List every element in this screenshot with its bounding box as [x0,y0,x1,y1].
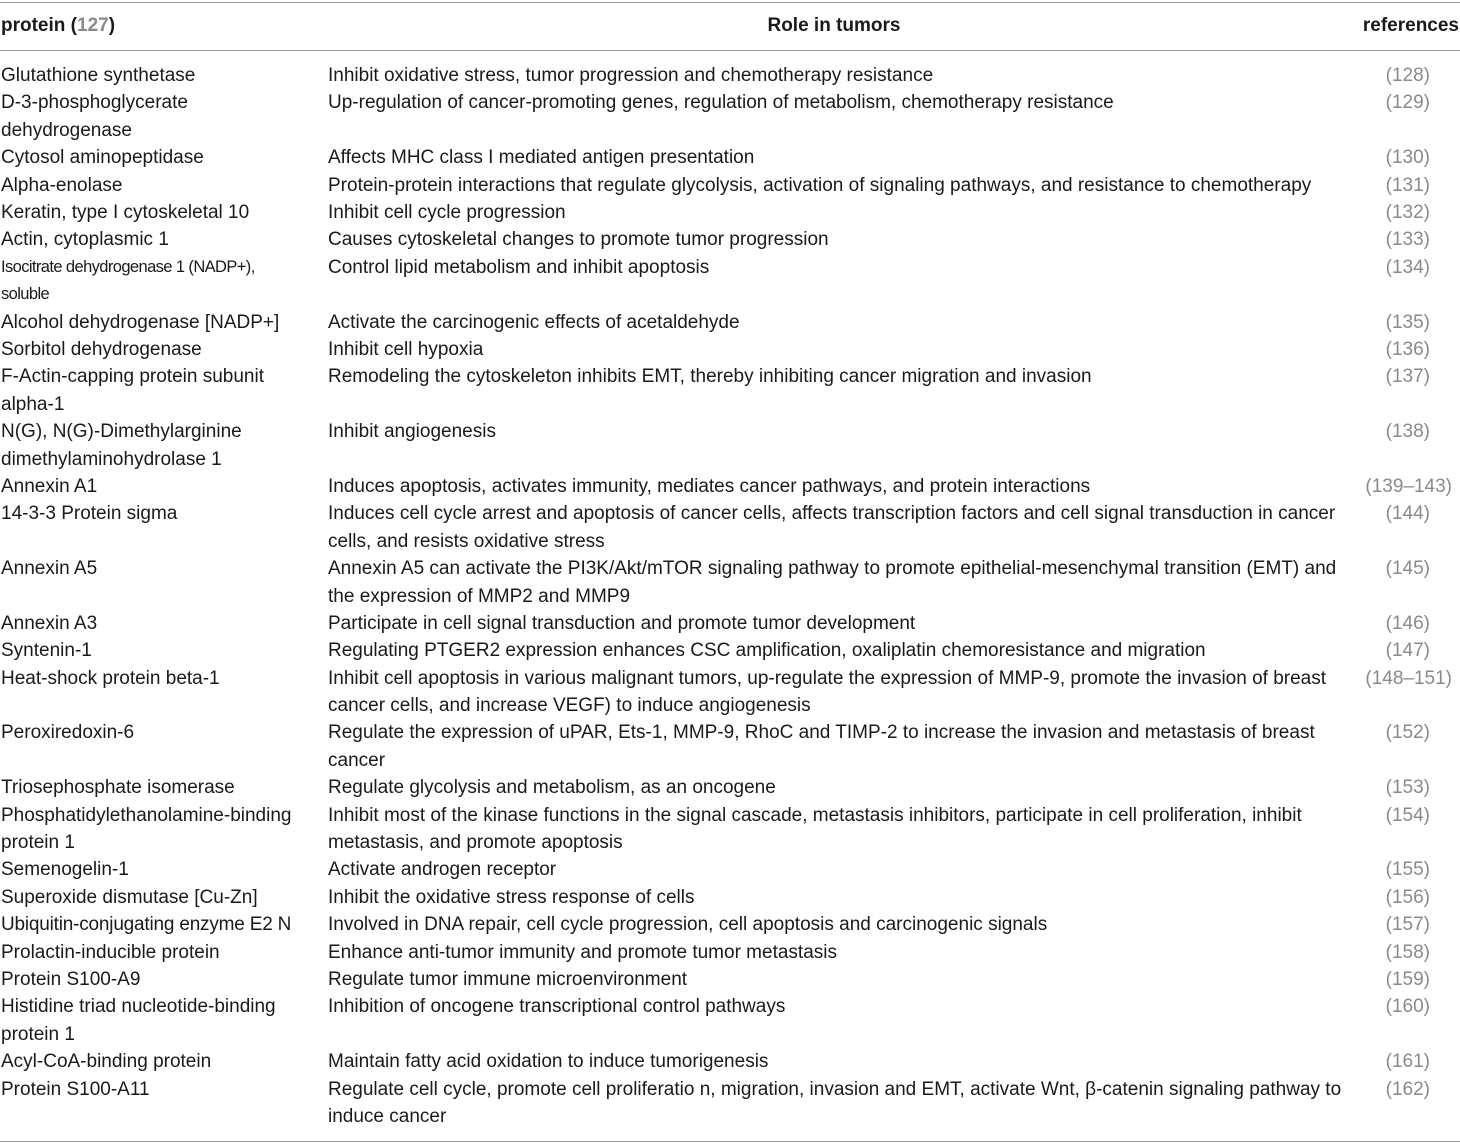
table-row [0,199,1460,226]
reference-link[interactable]: (139–143) [1365,475,1452,497]
reference-link[interactable]: (133) [1385,229,1430,251]
protein-cell: Histidine triad nucleotide-binding protein 1 [1,996,276,1045]
role-cell: Inhibit cell apoptosis in various malignant tumors, up-regulate the expression of MMP-9, promote the invasion of breast cancer cells, and increase VEGF) to induce angiogenesis [328,667,1327,717]
role-cell: Affects MHC class I mediated antigen presentation [328,147,755,169]
table-row [0,254,1460,309]
reference-link[interactable]: (129) [1385,92,1430,114]
table-row [0,665,1460,720]
protein-cell: Alpha-enolase [1,174,123,196]
reference-link[interactable]: (148–151) [1365,667,1452,689]
table-row [0,993,1460,1048]
protein-cell: Isocitrate dehydrogenase 1 (NADP+), soluble [1,257,255,304]
role-cell: Inhibit cell hypoxia [328,338,484,360]
reference-link[interactable]: (157) [1385,914,1430,936]
reference-link[interactable]: (161) [1385,1051,1430,1073]
table-row [0,1048,1460,1075]
protein-cell: Prolactin-inducible protein [1,941,220,963]
table-row [0,172,1460,199]
role-cell: Remodeling the cytoskeleton inhibits EMT, thereby inhibiting cancer migration and invasion [328,366,1092,388]
reference-link[interactable]: (136) [1385,338,1430,360]
protein-cell: Keratin, type I cytoskeletal 10 [1,201,250,223]
table-row [0,500,1460,555]
reference-link[interactable]: (138) [1385,421,1430,443]
role-cell: Inhibit oxidative stress, tumor progression and chemotherapy resistance [328,65,934,86]
protein-cell: N(G), N(G)-Dimethylarginine dimethylaminohydrolase 1 [1,421,242,470]
role-cell: Activate the carcinogenic effects of acetaldehyde [328,311,740,333]
role-cell: Protein-protein interactions that regulate glycolysis, activation of signaling pathways, and resistance to chemotherapy [328,174,1312,196]
reference-link[interactable]: (147) [1385,640,1430,662]
role-cell: Enhance anti-tumor immunity and promote tumor metastasis [328,941,837,963]
header-bottom-rule [0,50,1460,51]
protein-cell: Phosphatidylethanolamine-binding protein 1 [1,804,292,854]
header-role: Role in tumors [767,15,901,36]
role-cell: Regulate cell cycle, promote cell proliferatio n, migration, invasion and EMT, activate Wnt, β-catenin signaling pathway to induce cancer [328,1078,1342,1128]
protein-cell: Annexin A1 [1,475,98,497]
table-row [0,418,1460,473]
reference-link[interactable]: (145) [1385,558,1430,580]
role-cell: Inhibition of oncogene transcriptional control pathways [328,996,786,1018]
table-row [0,856,1460,883]
role-cell: Involved in DNA repair, cell cycle progression, cell apoptosis and carcinogenic signals [328,914,1048,936]
role-cell: Regulate glycolysis and metabolism, as an oncogene [328,777,776,799]
table-row [0,336,1460,363]
table-row [0,473,1460,500]
table-row [0,89,1460,144]
role-cell: Activate androgen receptor [328,859,557,881]
table-row [0,939,1460,966]
role-cell: Participate in cell signal transduction and promote tumor development [328,612,916,634]
protein-cell: F-Actin-capping protein subunit alpha-1 [1,366,264,415]
table-row [0,966,1460,993]
reference-link[interactable]: (144) [1385,503,1430,525]
reference-link[interactable]: (137) [1385,366,1430,388]
table-bottom-rule [0,1141,1460,1142]
role-cell: Induces cell cycle arrest and apoptosis of cancer cells, affects transcription factors and cell signal transduction in cancer cells, and resists oxidative stress [328,503,1336,552]
header-references: references [1362,15,1459,36]
table-row [0,774,1460,801]
protein-cell: Peroxiredoxin-6 [1,722,135,744]
role-cell: Regulate the expression of uPAR, Ets-1, MMP-9, RhoC and TIMP-2 to increase the invasion and metastasis of breast cancer [328,722,1315,771]
table-row [0,719,1460,774]
reference-link[interactable]: (130) [1385,147,1430,169]
protein-cell: Acyl-CoA-binding protein [1,1051,212,1073]
header-protein-ref-link[interactable]: 127 [77,15,109,36]
reference-link[interactable]: (128) [1385,65,1430,86]
reference-link[interactable]: (156) [1385,886,1430,908]
protein-cell: Superoxide dismutase [Cu-Zn] [1,886,258,908]
reference-link[interactable]: (160) [1385,996,1430,1018]
protein-cell: Syntenin-1 [1,640,92,662]
table-top-rule [0,2,1460,3]
protein-cell: 14-3-3 Protein sigma [1,503,178,525]
role-cell: Regulating PTGER2 expression enhances CSC amplification, oxaliplatin chemoresistance and migration [328,640,1206,662]
protein-cell: Heat-shock protein beta-1 [1,667,220,689]
reference-link[interactable]: (132) [1385,201,1430,223]
table-row [0,802,1460,857]
role-cell: Induces apoptosis, activates immunity, mediates cancer pathways, and protein interactions [328,475,1091,497]
table-row [0,62,1460,89]
protein-cell: Sorbitol dehydrogenase [1,338,202,360]
protein-cell: Glutathione synthetase [1,65,196,86]
role-cell: Causes cytoskeletal changes to promote tumor progression [328,229,829,251]
role-cell: Inhibit angiogenesis [328,421,496,443]
protein-cell: Alcohol dehydrogenase [NADP+] [1,311,280,333]
header-protein-close: ) [108,15,116,36]
role-cell: Inhibit the oxidative stress response of cells [328,886,695,908]
protein-cell: Cytosol aminopeptidase [1,147,204,169]
protein-cell: Actin, cytoplasmic 1 [1,229,169,251]
reference-link[interactable]: (135) [1385,311,1430,333]
reference-link[interactable]: (155) [1385,859,1430,881]
table-row [0,363,1460,418]
protein-cell: Semenogelin-1 [1,859,129,881]
protein-cell: Protein S100-A9 [1,969,141,991]
reference-link[interactable]: (146) [1385,612,1430,634]
table-row [0,637,1460,664]
role-cell: Regulate tumor immune microenvironment [328,969,688,991]
role-cell: Inhibit most of the kinase functions in the signal cascade, metastasis inhibitors, participate in cell proliferation, inhibit metastasis, and promote apoptosis [328,804,1302,854]
table-row [0,309,1460,336]
reference-link[interactable]: (153) [1385,777,1430,799]
protein-cell: Protein S100-A11 [1,1078,150,1100]
protein-cell: Annexin A3 [1,612,98,634]
header-protein-label: protein ( [1,15,77,36]
reference-link[interactable]: (152) [1385,722,1430,744]
role-cell: Inhibit cell cycle progression [328,201,566,223]
role-cell: Up-regulation of cancer-promoting genes, regulation of metabolism, chemotherapy resistance [328,92,1114,114]
reference-link[interactable]: (131) [1385,174,1430,196]
reference-link[interactable]: (158) [1385,941,1430,963]
table-row [0,1076,1460,1131]
reference-link[interactable]: (134) [1385,256,1430,278]
table-body [0,62,1460,1130]
table-row [0,144,1460,171]
reference-link[interactable]: (154) [1385,804,1430,826]
protein-cell: Ubiquitin-conjugating enzyme E2 N [1,914,292,936]
protein-cell: Triosephosphate isomerase [1,777,235,799]
reference-link[interactable]: (159) [1385,969,1430,991]
table-row [0,555,1460,610]
reference-link[interactable]: (162) [1385,1078,1430,1100]
role-cell: Control lipid metabolism and inhibit apoptosis [328,256,710,278]
protein-cell: Annexin A5 [1,558,98,580]
table-row [0,884,1460,911]
table-row [0,911,1460,938]
role-cell: Annexin A5 can activate the PI3K/Akt/mTOR signaling pathway to promote epithelial-mesenchymal transition (EMT) and the expression of MMP2 and MMP9 [328,558,1337,607]
role-cell: Maintain fatty acid oxidation to induce tumorigenesis [328,1051,769,1073]
table-row [0,610,1460,637]
table-row [0,226,1460,253]
protein-cell: D-3-phosphoglycerate dehydrogenase [1,92,188,141]
